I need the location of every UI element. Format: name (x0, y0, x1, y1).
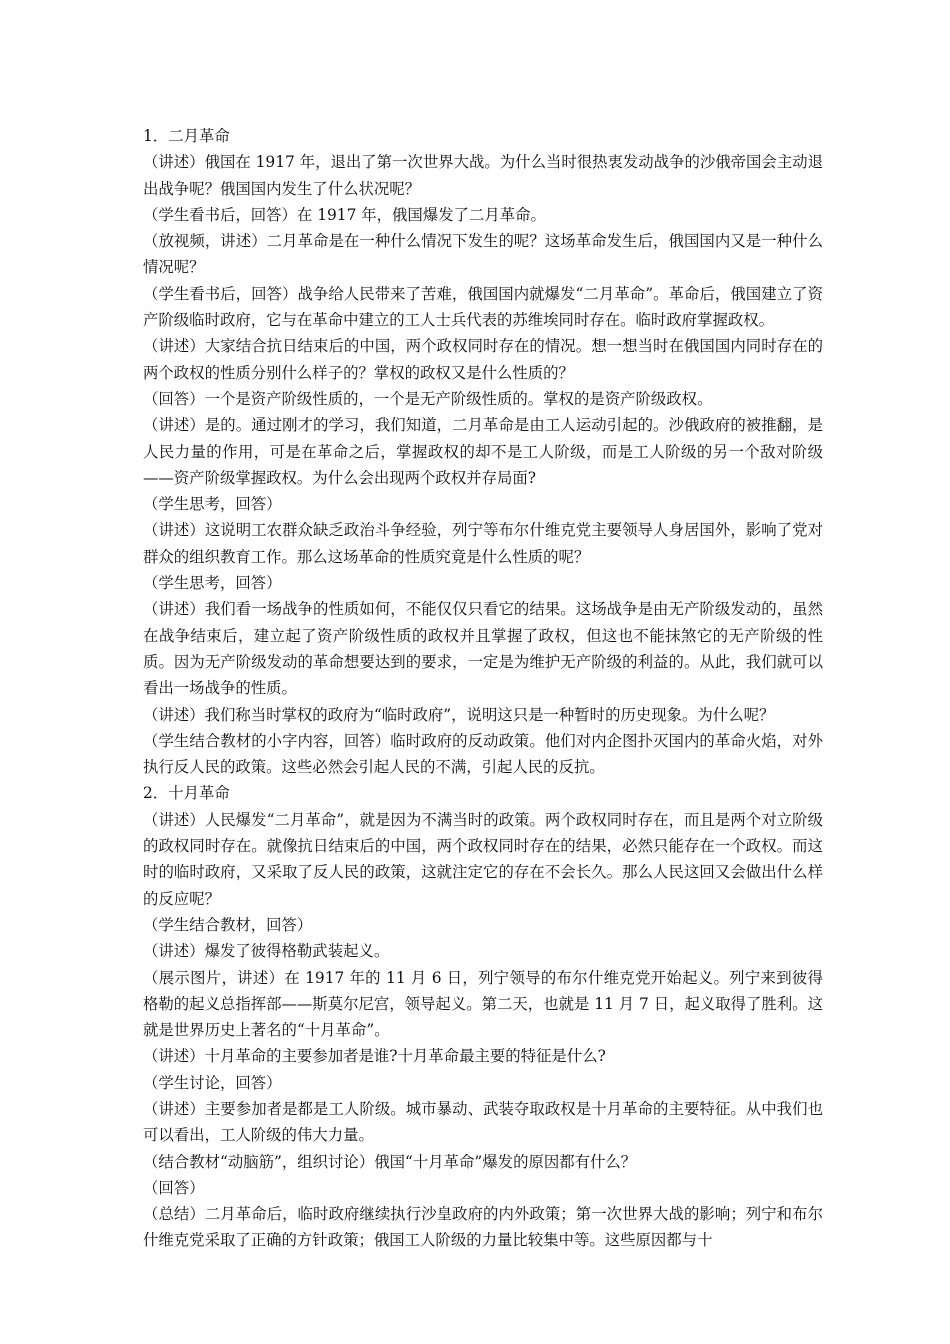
paragraph: （结合教材“动脑筋”，组织讨论）俄国“十月革命”爆发的原因都有什么？ (143, 1152, 637, 1171)
paragraph: （展示图片，讲述）在 1917 年的 11 月 6 日，列宁领导的布尔什维克党开始起义。列宁来到彼得格勒的起义总指挥部——斯莫尔尼宫，领导起义。第二天，也就是 11 月 7 日，起义取得了胜利。这就是世界历史上著名的“十月革命”。 (143, 968, 823, 1040)
paragraph: （讲述）我们看一场战争的性质如何，不能仅仅只看它的结果。这场战争是由无产阶级发动的，虽然在战争结束后，建立起了资产阶级性质的政权并且掌握了政权，但这也不能抹煞它的无产阶级的性质。因为无产阶级发动的革命想要达到的要求，一定是为维护无产阶级的利益的。从此，我们就可以看出一场战争的性质。 (143, 600, 823, 698)
paragraph: （学生思考，回答） (143, 495, 282, 514)
paragraph: （学生结合教材，回答） (143, 915, 313, 934)
paragraph: （学生思考，回答） (143, 574, 282, 593)
paragraph: （学生看书后，回答）战争给人民带来了苦难，俄国国内就爆发“二月革命”。革命后，俄国建立了资产阶级临时政府，它与在革命中建立的工人士兵代表的苏维埃同时存在。临时政府掌握政权。 (143, 284, 823, 330)
paragraph: （学生看书后，回答）在 1917 年，俄国爆发了二月革命。 (143, 205, 546, 224)
paragraph: （讲述）我们称当时掌权的政府为“临时政府”，说明这只是一种暂时的历史现象。为什么呢？ (143, 705, 775, 724)
paragraph: （学生结合教材的小字内容，回答）临时政府的反动政策。他们对内企图扑灭国内的革命火焰，对外执行反人民的政策。这些必然会引起人民的不满，引起人民的反抗。 (143, 731, 823, 777)
paragraph: （学生讨论，回答） (143, 1073, 282, 1092)
paragraph: （讲述）十月革命的主要参加者是谁?十月革命最主要的特征是什么? (143, 1047, 606, 1066)
section-heading-october-revolution: 2．十月革命 (143, 784, 230, 803)
paragraph: （总结）二月革命后，临时政府继续执行沙皇政府的内外政策；第一次世界大战的影响；列宁和布尔什维克党采取了正确的方针政策；俄国工人阶级的力量比较集中等。这些原因都与十 (143, 1205, 823, 1250)
document-body (143, 123, 823, 1254)
paragraph: （讲述）人民爆发“二月革命”，就是因为不满当时的政策。两个政权同时存在，而且是两个对立阶级的政权同时存在。就像抗日结束后的中国，两个政权同时存在的结果，必然只能存在一个政权。而这时的临时政府，又采取了反人民的政策，这就注定它的存在不会长久。那么人民这回又会做出什么样的反应呢？ (143, 810, 823, 908)
paragraph: （放视频，讲述）二月革命是在一种什么情况下发生的呢？这场革命发生后，俄国国内又是一种什么情况呢？ (143, 232, 823, 277)
paragraph: （回答） (143, 1178, 205, 1197)
paragraph: （讲述）这说明工农群众缺乏政治斗争经验，列宁等布尔什维克党主要领导人身居国外，影响了党对群众的组织教育工作。那么这场革命的性质究竟是什么性质的呢？ (143, 521, 823, 566)
paragraph: （讲述）大家结合抗日结束后的中国，两个政权同时存在的情况。想一想当时在俄国国内同时存在的两个政权的性质分别什么样子的？掌权的政权又是什么性质的？ (143, 337, 823, 382)
section-heading-february-revolution: 1．二月革命 (143, 127, 230, 145)
paragraph: （讲述）爆发了彼得格勒武装起义。 (143, 942, 390, 961)
paragraph: （讲述）俄国在 1917 年，退出了第一次世界大战。为什么当时很热衷发动战争的沙俄帝国会主动退出战争呢？俄国国内发生了什么状况呢？ (143, 153, 823, 198)
paragraph: （回答）一个是资产阶级性质的，一个是无产阶级性质的。掌权的是资产阶级政权。 (143, 389, 713, 408)
paragraph: （讲述）主要参加者是都是工人阶级。城市暴动、武装夺取政权是十月革命的主要特征。从中我们也可以看出，工人阶级的伟大力量。 (143, 1099, 823, 1145)
paragraph: （讲述）是的。通过刚才的学习，我们知道，二月革命是由工人运动引起的。沙俄政府的被推翻，是人民力量的作用，可是在革命之后，掌握政权的却不是工人阶级，而是工人阶级的另一个敌对阶级——资产阶级掌握政权。为什么会出现两个政权并存局面? (143, 416, 823, 487)
